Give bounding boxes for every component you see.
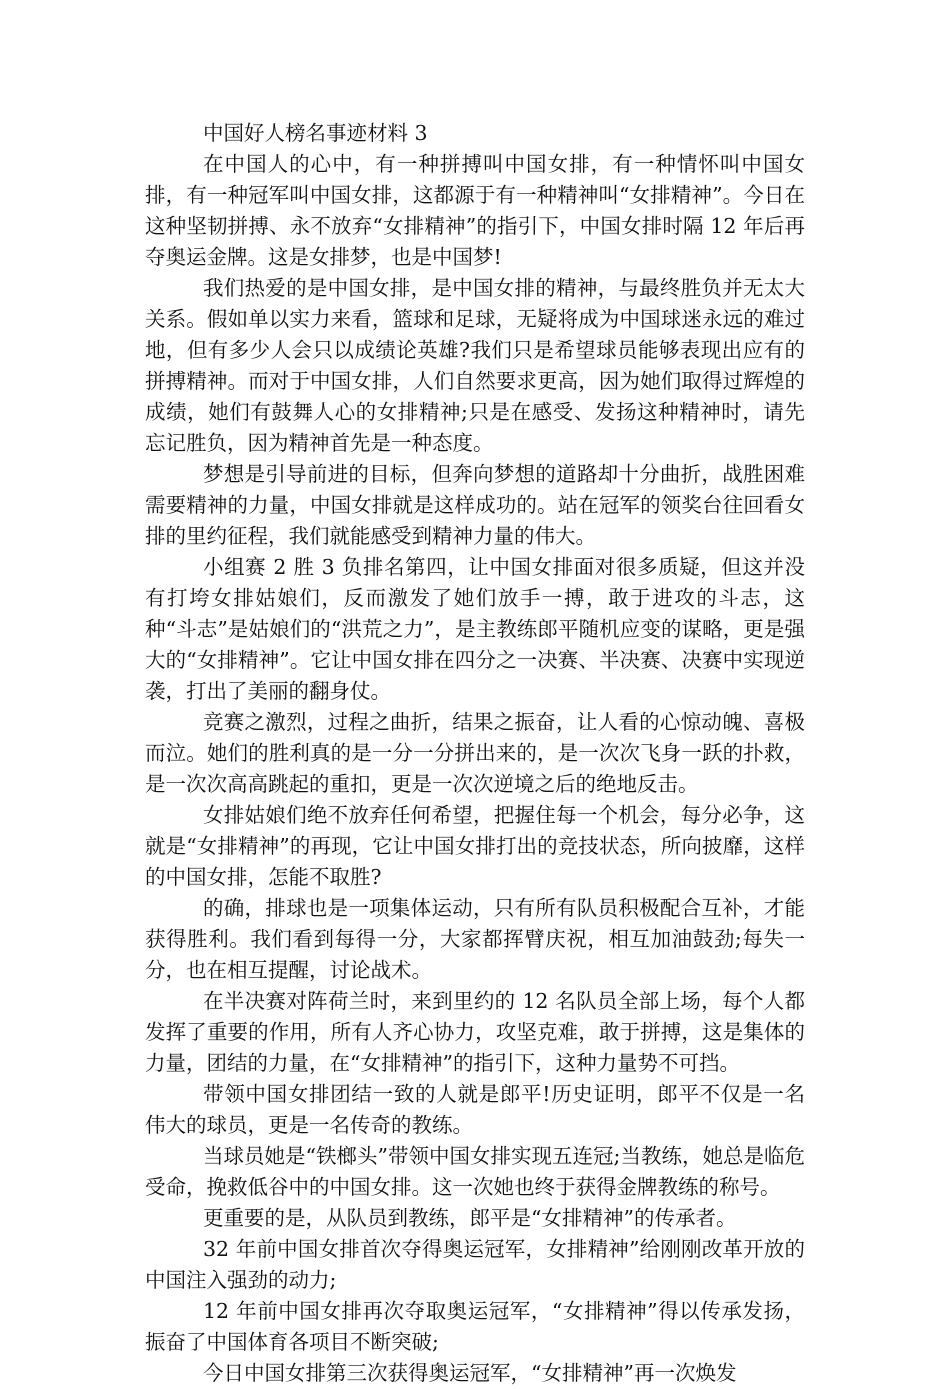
paragraph-11: 更重要的是，从队员到教练，郎平是“女排精神”的传承者。: [203, 1206, 737, 1230]
paragraph-7: 的确，排球也是一项集体运动，只有所有队员积极配合互补，才能获得胜利。我们看到每得一分，大家都挥臂庆祝，相互加油鼓劲;每失一分，也在相互提醒，讨论战术。: [145, 896, 805, 982]
paragraph-13: 12 年前中国女排再次夺取奥运冠军，“女排精神”得以传承发扬，振奋了中国体育各项目不断突破;: [145, 1299, 805, 1354]
paragraph-14: 今日中国女排第三次获得奥运冠军，“女排精神”再一次焕发: [203, 1361, 737, 1385]
paragraph-12: 32 年前中国女排首次夺得奥运冠军，女排精神”给刚刚改革开放的中国注入强劲的动力;: [145, 1237, 805, 1292]
paragraph-9: 带领中国女排团结一致的人就是郎平!历史证明，郎平不仅是一名伟大的球员，更是一名传奇的教练。: [145, 1082, 805, 1137]
paragraph-4: 小组赛 2 胜 3 负排名第四，让中国女排面对很多质疑，但这并没有打垮女排姑娘们，反而激发了她们放手一搏，敢于进攻的斗志，这种“斗志”是姑娘们的“洪荒之力”，是主教练郎平随机应变的谋略，更是强大的“女排精神”。它让中国女排在四分之一决赛、半决赛、决赛中实现逆袭，打出了美丽的翻身仗。: [145, 555, 805, 703]
paragraph-8: 在半决赛对阵荷兰时，来到里约的 12 名队员全部上场，每个人都发挥了重要的作用，所有人齐心协力，攻坚克难，敢于拼搏，这是集体的力量，团结的力量，在“女排精神”的指引下，这种力量势不可挡。: [145, 989, 805, 1075]
paragraph-2: 我们热爱的是中国女排，是中国女排的精神，与最终胜负并无太大关系。假如单以实力来看，篮球和足球，无疑将成为中国球迷永远的难过地，但有多少人会只以成绩论英雄?我们只是希望球员能够表现出应有的拼搏精神。而对于中国女排，人们自然要求更高，因为她们取得过辉煌的成绩，她们有鼓舞人心的女排精神;只是在感受、发扬这种精神时，请先忘记胜负，因为精神首先是一种态度。: [145, 276, 805, 455]
paragraph-5: 竞赛之激烈，过程之曲折，结果之振奋，让人看的心惊动魄、喜极而泣。她们的胜利真的是一分一分拼出来的，是一次次飞身一跃的扑救，是一次次高高跳起的重扣，更是一次次逆境之后的绝地反击。: [145, 710, 805, 796]
paragraph-10: 当球员她是“铁榔头”带领中国女排实现五连冠;当教练，她总是临危受命，挽救低谷中的中国女排。这一次她也终于获得金牌教练的称号。: [145, 1144, 805, 1199]
document-title: 中国好人榜名事迹材料 3: [203, 121, 428, 145]
paragraph-1: 在中国人的心中，有一种拼搏叫中国女排，有一种情怀叫中国女排，有一种冠军叫中国女排，这都源于有一种精神叫“女排精神”。今日在这种坚韧拼搏、永不放弃“女排精神”的指引下，中国女排时隔 12 年后再夺奥运金牌。这是女排梦，也是中国梦!: [145, 152, 805, 269]
paragraph-6: 女排姑娘们绝不放弃任何希望，把握住每一个机会，每分必争，这就是“女排精神”的再现，它让中国女排打出的竞技状态，所向披靡，这样的中国女排，怎能不取胜?: [145, 803, 805, 889]
document-page: [145, 118, 805, 1389]
paragraph-3: 梦想是引导前进的目标，但奔向梦想的道路却十分曲折，战胜困难需要精神的力量，中国女排就是这样成功的。站在冠军的领奖台往回看女排的里约征程，我们就能感受到精神力量的伟大。: [145, 462, 805, 548]
